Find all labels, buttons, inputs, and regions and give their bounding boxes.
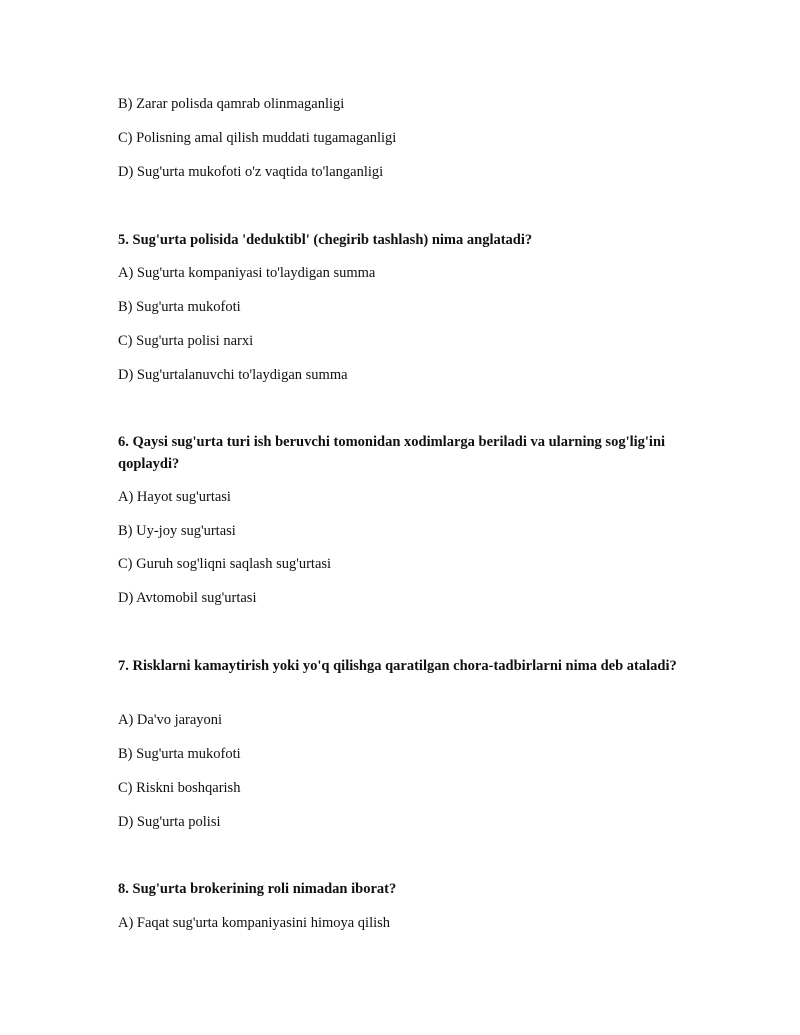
answer-option: B) Sug'urta mukofoti bbox=[118, 746, 241, 762]
answer-option: C) Sug'urta polisi narxi bbox=[118, 333, 254, 349]
answer-option: C) Riskni boshqarish bbox=[118, 780, 241, 796]
answer-option: B) Sug'urta mukofoti bbox=[118, 299, 241, 315]
answer-option: B) Zarar polisda qamrab olinmaganligi bbox=[118, 96, 345, 112]
question-8: 8. Sug'urta brokerining roli nimadan iborat? bbox=[118, 881, 397, 897]
answer-option: A) Hayot sug'urtasi bbox=[118, 489, 231, 505]
answer-option: A) Sug'urta kompaniyasi to'laydigan summa bbox=[118, 265, 376, 281]
answer-option: A) Da'vo jarayoni bbox=[118, 712, 223, 728]
answer-option: D) Sug'urta mukofoti o'z vaqtida to'langanligi bbox=[118, 164, 384, 180]
answer-option: B) Uy-joy sug'urtasi bbox=[118, 523, 236, 539]
answer-option: D) Sug'urta polisi bbox=[118, 814, 221, 830]
answer-option: D) Avtomobil sug'urtasi bbox=[118, 590, 257, 606]
question-6: 6. Qaysi sug'urta turi ish beruvchi tomonidan xodimlarga beriladi va ularning sog'lig'ini qoplaydi? bbox=[118, 434, 666, 472]
answer-option: C) Polisning amal qilish muddati tugamaganligi bbox=[118, 130, 397, 146]
answer-option: A) Faqat sug'urta kompaniyasini himoya qilish bbox=[118, 915, 391, 931]
answer-option: C) Guruh sog'liqni saqlash sug'urtasi bbox=[118, 556, 332, 572]
question-5: 5. Sug'urta polisida 'deduktibl' (chegirib tashlash) nima anglatadi? bbox=[118, 232, 533, 248]
answer-option: D) Sug'urtalanuvchi to'laydigan summa bbox=[118, 367, 348, 383]
question-7: 7. Risklarni kamaytirish yoki yo'q qilishga qaratilgan chora-tadbirlarni nima deb ataladi? bbox=[118, 658, 677, 674]
